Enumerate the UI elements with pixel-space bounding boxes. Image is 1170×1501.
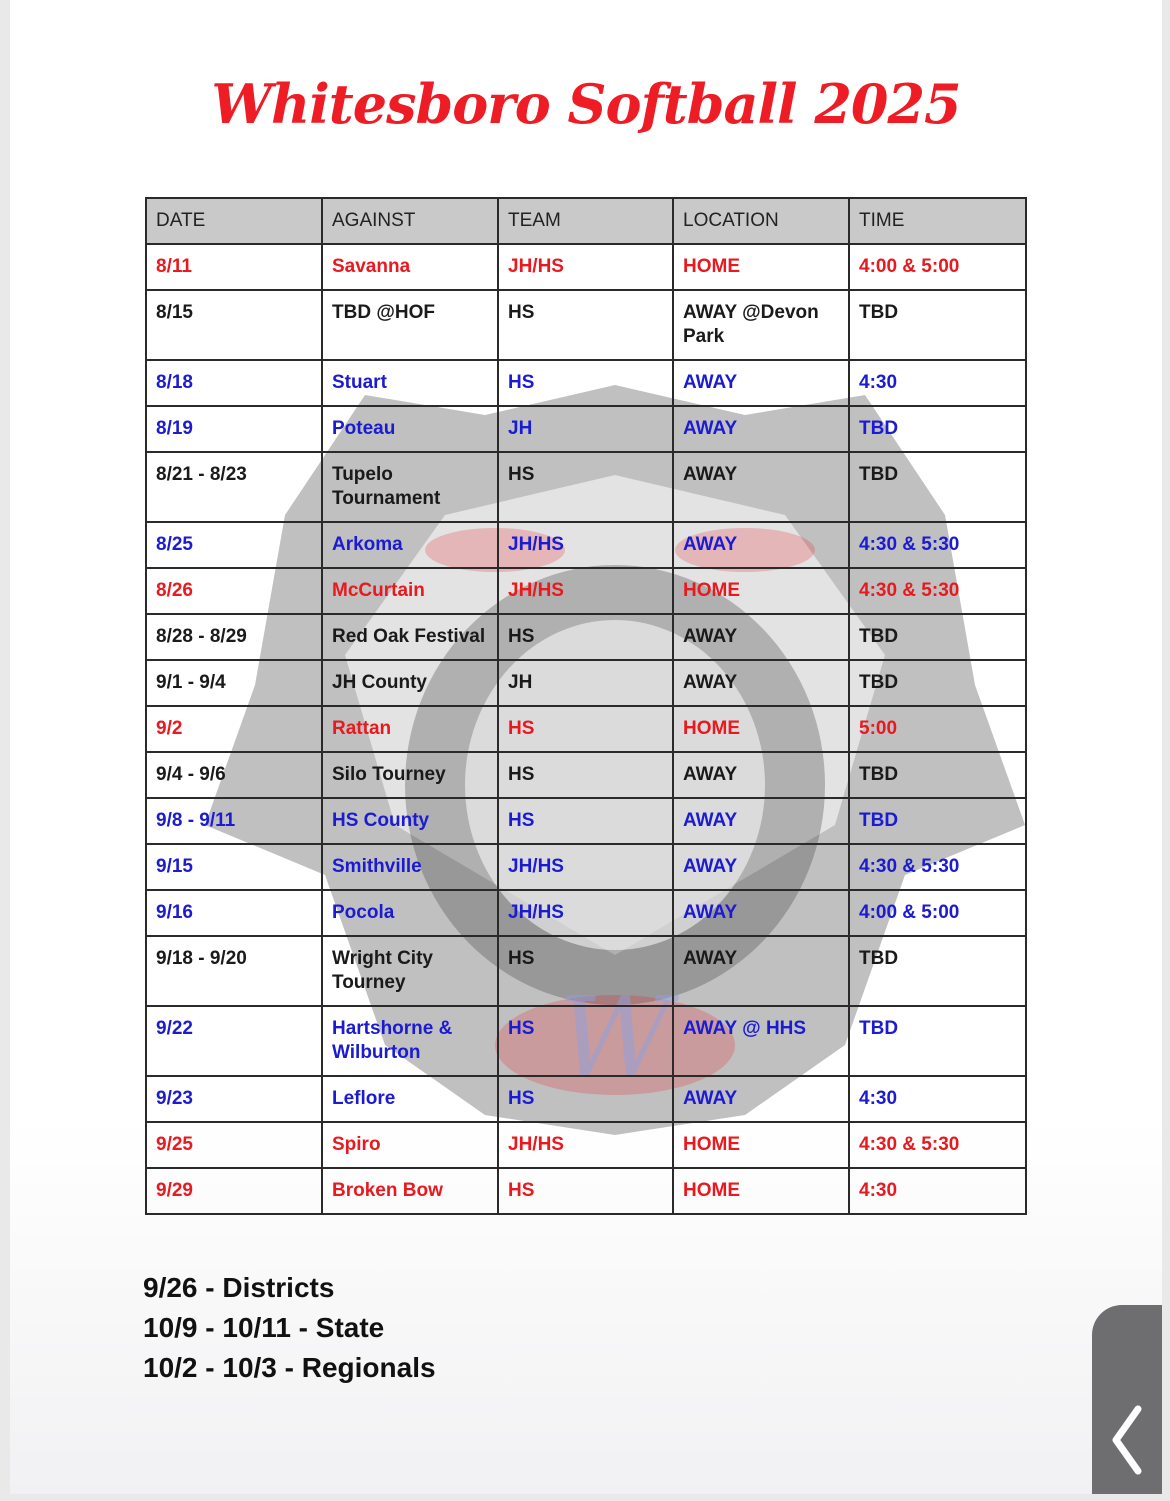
cell-against: Wright City Tourney [322, 936, 498, 1006]
cell-location: AWAY [673, 752, 849, 798]
cell-date: 8/11 [146, 244, 322, 290]
cell-team: HS [498, 798, 673, 844]
cell-time: TBD [849, 452, 1026, 522]
table-row [146, 1122, 1026, 1168]
table-row [146, 452, 1026, 522]
cell-date: 8/28 - 8/29 [146, 614, 322, 660]
header-time: TIME [849, 198, 1026, 244]
cell-against: Savanna [322, 244, 498, 290]
cell-location: AWAY [673, 660, 849, 706]
cell-against: Stuart [322, 360, 498, 406]
cell-time: 4:30 [849, 360, 1026, 406]
chevron-left-icon [1106, 1405, 1146, 1475]
postseason-districts: 9/26 - Districts [143, 1272, 335, 1303]
cell-date: 9/4 - 9/6 [146, 752, 322, 798]
cell-team: HS [498, 1076, 673, 1122]
cell-against: JH County [322, 660, 498, 706]
cell-team: HS [498, 360, 673, 406]
cell-date: 9/18 - 9/20 [146, 936, 322, 1006]
table-row [146, 844, 1026, 890]
cell-team: JH/HS [498, 1122, 673, 1168]
cell-time: 4:30 & 5:30 [849, 522, 1026, 568]
cell-date: 8/18 [146, 360, 322, 406]
cell-time: TBD [849, 1006, 1026, 1076]
cell-time: TBD [849, 936, 1026, 1006]
cell-time: 4:00 & 5:00 [849, 244, 1026, 290]
cell-location: AWAY [673, 614, 849, 660]
cell-time: 4:30 [849, 1168, 1026, 1214]
cell-location: AWAY [673, 1076, 849, 1122]
cell-team: JH/HS [498, 244, 673, 290]
cell-against: Poteau [322, 406, 498, 452]
cell-against: Broken Bow [322, 1168, 498, 1214]
cell-location: HOME [673, 568, 849, 614]
cell-time: 4:30 [849, 1076, 1026, 1122]
table-row [146, 614, 1026, 660]
cell-team: HS [498, 290, 673, 360]
cell-team: HS [498, 1006, 673, 1076]
cell-date: 8/19 [146, 406, 322, 452]
cell-against: HS County [322, 798, 498, 844]
cell-team: HS [498, 1168, 673, 1214]
cell-time: TBD [849, 752, 1026, 798]
cell-date: 9/29 [146, 1168, 322, 1214]
header-team: TEAM [498, 198, 673, 244]
cell-location: AWAY @ HHS [673, 1006, 849, 1076]
cell-against: Arkoma [322, 522, 498, 568]
cell-location: AWAY [673, 360, 849, 406]
cell-time: 4:30 & 5:30 [849, 568, 1026, 614]
postseason-regionals: 10/2 - 10/3 - Regionals [143, 1352, 436, 1383]
cell-team: HS [498, 936, 673, 1006]
table-row [146, 890, 1026, 936]
cell-team: JH/HS [498, 890, 673, 936]
page-title: Whitesboro Softball 2025 [211, 72, 961, 136]
table-row [146, 244, 1026, 290]
header-date: DATE [146, 198, 322, 244]
cell-location: HOME [673, 1122, 849, 1168]
cell-time: 4:30 & 5:30 [849, 844, 1026, 890]
cell-date: 9/15 [146, 844, 322, 890]
table-row [146, 706, 1026, 752]
cell-date: 9/25 [146, 1122, 322, 1168]
cell-against: Silo Tourney [322, 752, 498, 798]
cell-date: 8/21 - 8/23 [146, 452, 322, 522]
table-row [146, 1076, 1026, 1122]
cell-time: TBD [849, 290, 1026, 360]
cell-team: JH/HS [498, 568, 673, 614]
cell-location: AWAY [673, 936, 849, 1006]
cell-date: 9/2 [146, 706, 322, 752]
cell-location: AWAY [673, 522, 849, 568]
cell-time: 5:00 [849, 706, 1026, 752]
cell-against: Smithville [322, 844, 498, 890]
cell-time: TBD [849, 614, 1026, 660]
table-row [146, 406, 1026, 452]
cell-against: Pocola [322, 890, 498, 936]
table-header-row [146, 198, 1026, 244]
postseason-list [143, 1268, 436, 1388]
cell-team: HS [498, 452, 673, 522]
cell-date: 8/26 [146, 568, 322, 614]
back-button[interactable] [1092, 1305, 1162, 1494]
cell-date: 9/16 [146, 890, 322, 936]
cell-date: 9/1 - 9/4 [146, 660, 322, 706]
cell-against: Tupelo Tournament [322, 452, 498, 522]
cell-against: McCurtain [322, 568, 498, 614]
cell-location: HOME [673, 244, 849, 290]
cell-location: HOME [673, 706, 849, 752]
cell-against: Red Oak Festival [322, 614, 498, 660]
cell-time: TBD [849, 660, 1026, 706]
table-row [146, 1168, 1026, 1214]
cell-team: JH/HS [498, 844, 673, 890]
cell-location: AWAY [673, 452, 849, 522]
cell-against: Rattan [322, 706, 498, 752]
cell-time: 4:30 & 5:30 [849, 1122, 1026, 1168]
table-row [146, 290, 1026, 360]
cell-time: TBD [849, 798, 1026, 844]
cell-location: HOME [673, 1168, 849, 1214]
cell-location: AWAY [673, 406, 849, 452]
table-row [146, 660, 1026, 706]
table-row [146, 798, 1026, 844]
header-against: AGAINST [322, 198, 498, 244]
cell-location: AWAY [673, 890, 849, 936]
cell-against: TBD @HOF [322, 290, 498, 360]
postseason-state: 10/9 - 10/11 - State [143, 1312, 385, 1343]
header-location: LOCATION [673, 198, 849, 244]
table-row [146, 360, 1026, 406]
cell-location: AWAY [673, 798, 849, 844]
watermark-letter: W [558, 973, 672, 1101]
cell-team: JH/HS [498, 522, 673, 568]
schedule-table [145, 197, 1027, 1215]
cell-date: 9/23 [146, 1076, 322, 1122]
table-row [146, 568, 1026, 614]
cell-location: AWAY [673, 844, 849, 890]
cell-against: Leflore [322, 1076, 498, 1122]
cell-location: AWAY @Devon Park [673, 290, 849, 360]
cell-team: JH [498, 660, 673, 706]
cell-date: 9/22 [146, 1006, 322, 1076]
cell-date: 8/25 [146, 522, 322, 568]
cell-team: HS [498, 706, 673, 752]
cell-against: Hartshorne & Wilburton [322, 1006, 498, 1076]
cell-time: TBD [849, 406, 1026, 452]
table-row [146, 936, 1026, 1006]
table-row [146, 1006, 1026, 1076]
cell-team: JH [498, 406, 673, 452]
cell-against: Spiro [322, 1122, 498, 1168]
table-row [146, 522, 1026, 568]
cell-time: 4:00 & 5:00 [849, 890, 1026, 936]
cell-team: HS [498, 752, 673, 798]
cell-date: 8/15 [146, 290, 322, 360]
table-row [146, 752, 1026, 798]
document-page [10, 0, 1162, 1494]
cell-team: HS [498, 614, 673, 660]
cell-date: 9/8 - 9/11 [146, 798, 322, 844]
